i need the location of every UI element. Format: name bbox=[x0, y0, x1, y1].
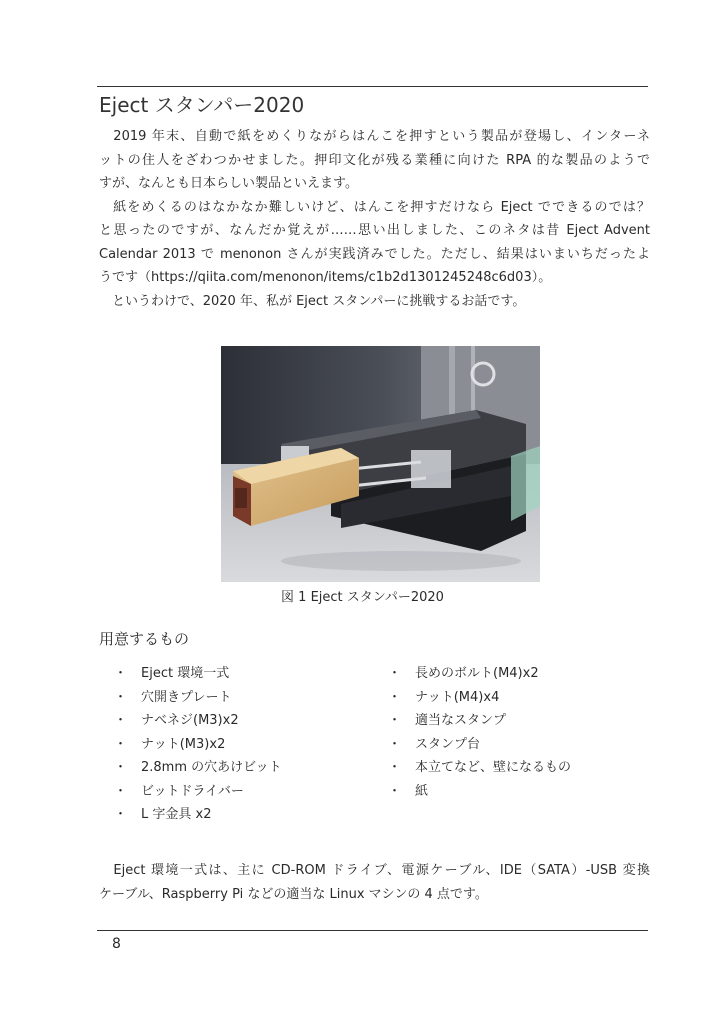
list-item bbox=[388, 709, 571, 733]
list-item-label: 穴開きプレート bbox=[141, 689, 232, 705]
bullet: ・ bbox=[388, 760, 402, 775]
list-item-label: 2.8mm の穴あけビット bbox=[141, 760, 282, 775]
text-line: Eject 環境一式は、主に CD-ROM ドライブ、電源ケーブル、IDE（SATA）-USB 変換 bbox=[99, 863, 650, 878]
materials-list-right bbox=[388, 662, 571, 803]
bullet: ・ bbox=[114, 783, 128, 799]
materials-heading: 用意するもの bbox=[99, 630, 190, 648]
list-item bbox=[388, 733, 571, 757]
list-item-label: 本立てなど、壁になるもの bbox=[415, 760, 572, 775]
list-item-label: ビットドライバー bbox=[141, 783, 244, 799]
page-number: 8 bbox=[112, 936, 121, 952]
list-item-label: スタンプ台 bbox=[415, 736, 481, 752]
closing-paragraph bbox=[99, 859, 650, 906]
bullet: ・ bbox=[388, 713, 402, 728]
list-item-label: 紙 bbox=[415, 783, 429, 799]
page-title: Eject スタンパー2020 bbox=[99, 93, 305, 117]
bullet: ・ bbox=[388, 736, 402, 752]
list-item bbox=[388, 662, 571, 686]
bullet: ・ bbox=[114, 689, 128, 705]
list-item bbox=[388, 686, 571, 710]
list-item bbox=[388, 780, 571, 804]
list-item-label: ナット(M3)x2 bbox=[141, 736, 226, 752]
text-line: Calendar 2013 で menonon さんが実践済みでした。ただし、結果はいまいちだったよ bbox=[99, 246, 650, 262]
text-line: というわけで、2020 年、私が Eject スタンパーに挑戦するお話です。 bbox=[99, 293, 526, 309]
figure-photo bbox=[221, 346, 540, 582]
text-line: 2019 年末、自動で紙をめくりながらはんこを押すという製品が登場し、インターネ bbox=[99, 129, 650, 144]
bullet: ・ bbox=[114, 713, 128, 728]
text-line: 紙をめくるのはなかなか難しいけど、はんこを押すだけなら Eject でできるのでは？ bbox=[99, 199, 650, 215]
text-line: ットの住人をざわつかせました。押印文化が残る業種に向けた RPA 的な製品のようで bbox=[99, 152, 650, 168]
text-line: うです（https://qiita.com/menonon/items/c1b2d1301245248c6d03）。 bbox=[99, 270, 552, 285]
list-item-label: Eject 環境一式 bbox=[141, 666, 230, 681]
list-item bbox=[114, 662, 282, 686]
text-line: ケーブル、Raspberry Pi などの適当な Linux マシンの 4 点です。 bbox=[99, 886, 488, 902]
text-line: と思ったのですが、なんだか覚えが……思い出しました、このネタは昔 Eject Advent bbox=[99, 223, 650, 238]
header-rule bbox=[97, 86, 648, 87]
list-item bbox=[388, 756, 571, 780]
list-item bbox=[114, 780, 282, 804]
intro-paragraph bbox=[99, 125, 650, 313]
bullet: ・ bbox=[388, 783, 402, 799]
list-item bbox=[114, 686, 282, 710]
bullet: ・ bbox=[114, 666, 128, 681]
list-item-label: L 字金具 x2 bbox=[141, 807, 212, 822]
list-item-label: ナベネジ(M3)x2 bbox=[141, 713, 239, 728]
list-item-label: 長めのボルト(M4)x2 bbox=[415, 666, 539, 681]
list-item bbox=[114, 733, 282, 757]
bullet: ・ bbox=[114, 736, 128, 752]
figure-caption: 図 1 Eject スタンパー2020 bbox=[281, 590, 444, 605]
list-item-label: 適当なスタンプ bbox=[415, 713, 507, 728]
bullet: ・ bbox=[114, 760, 128, 775]
list-item bbox=[114, 756, 282, 780]
bullet: ・ bbox=[388, 666, 402, 681]
footer-rule bbox=[97, 930, 648, 931]
list-item bbox=[114, 803, 282, 827]
bullet: ・ bbox=[388, 689, 402, 705]
materials-list-left bbox=[114, 662, 282, 827]
list-item-label: ナット(M4)x4 bbox=[415, 689, 500, 705]
list-item bbox=[114, 709, 282, 733]
text-line: すが、なんとも日本らしい製品といえます。 bbox=[99, 176, 358, 191]
bullet: ・ bbox=[114, 807, 128, 822]
